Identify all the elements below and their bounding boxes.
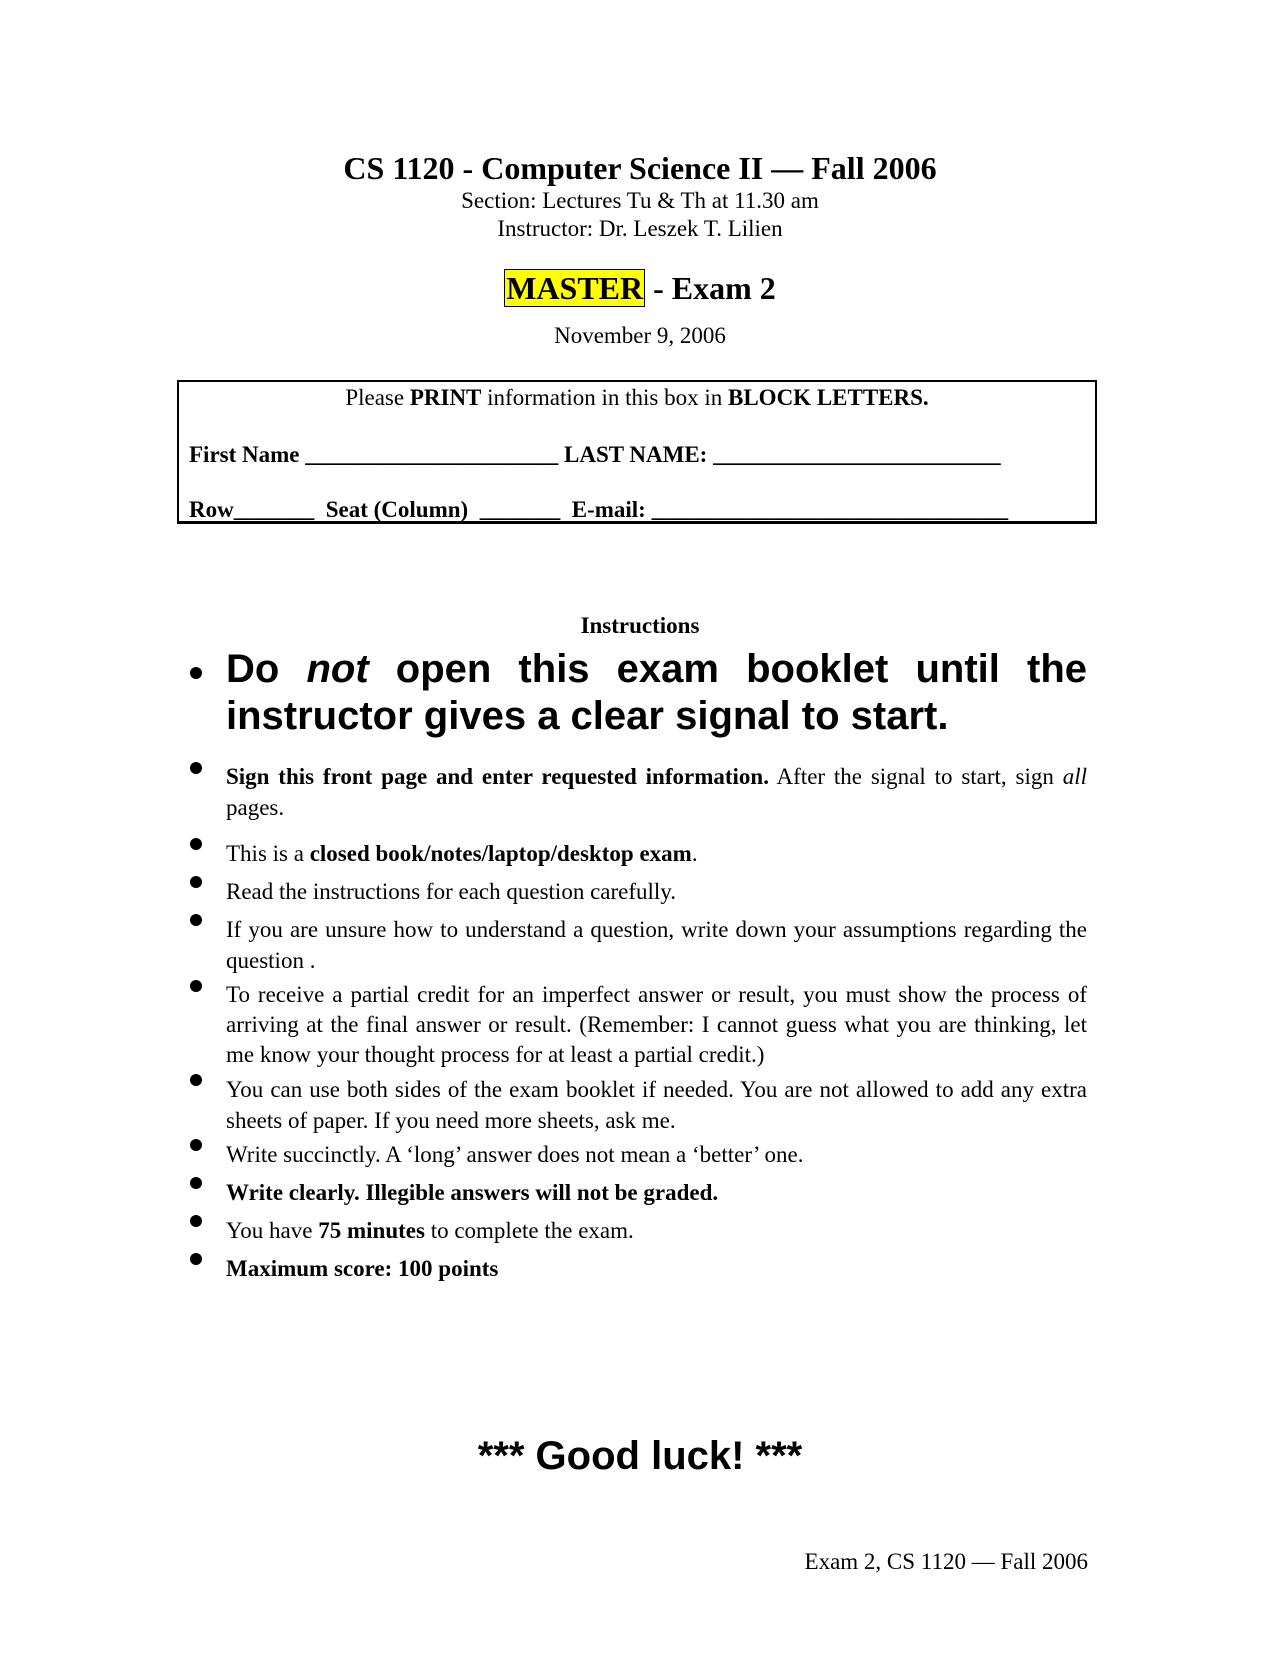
box-instruction-block-letters: BLOCK LETTERS. (728, 385, 929, 410)
text-run: . (691, 841, 698, 866)
name-row (189, 442, 1085, 468)
bullet-icon (190, 1253, 202, 1265)
bullet-icon (190, 876, 202, 888)
student-info-box (177, 380, 1097, 524)
bullet-icon (190, 1139, 202, 1151)
bullet-icon (190, 914, 202, 926)
good-luck-message: *** Good luck! *** (477, 1434, 803, 1478)
course-title: CS 1120 - Computer Science II — Fall 2006 (343, 150, 937, 186)
instructions-heading: Instructions (580, 613, 700, 638)
text-run: Do (226, 647, 307, 691)
item-text: If you are unsure how to understand a question, write down your assumptions regarding the question . (226, 917, 1087, 973)
bullet-icon (190, 1177, 202, 1189)
text-run: 75 minutes (318, 1218, 425, 1243)
item-text: You can use both sides of the exam booklet if needed. You are not allowed to add any extra sheets of paper. If you need more sheets, ask me. (226, 1077, 1087, 1133)
page-footer: Exam 2, CS 1120 — Fall 2006 (804, 1549, 1088, 1574)
text-run: After the signal to start, sign (768, 764, 1063, 789)
bullet-icon (190, 838, 202, 850)
last-name-field[interactable]: LAST NAME: _________________________ (558, 442, 1001, 467)
seat-field[interactable]: Seat (Column) _______ (314, 497, 561, 522)
box-instruction-text: information in this box in (481, 385, 728, 410)
text-run: You have (226, 1218, 319, 1243)
text-run: Sign this front page and enter requested information. (226, 764, 769, 789)
exam-title (0, 270, 1280, 307)
item-text: Read the instructions for each question carefully. (226, 879, 677, 904)
box-instruction-text: Please (345, 385, 410, 410)
bullet-icon (190, 980, 202, 992)
text-run: This is a (226, 841, 310, 866)
master-label: MASTER (506, 270, 644, 306)
bullet-icon (190, 1074, 202, 1086)
instructor-line: Instructor: Dr. Leszek T. Lilien (497, 216, 783, 241)
text-run: to complete the exam. (424, 1218, 634, 1243)
first-name-field[interactable]: First Name ______________________ (189, 442, 559, 467)
item-text (226, 1215, 1087, 1246)
text-run: closed book/notes/laptop/desktop exam (309, 841, 692, 866)
row-field[interactable]: Row_______ (189, 497, 315, 522)
text-run: all (1062, 764, 1087, 789)
item-text (226, 761, 1087, 823)
exam-label: - Exam 2 (645, 270, 776, 306)
text-run: open this exam booklet until the instructor gives a clear signal to start. (226, 647, 1087, 738)
text-run: pages. (226, 795, 285, 820)
bullet-icon (190, 1215, 202, 1227)
text-run: not (306, 647, 369, 691)
bullet-icon (190, 762, 202, 774)
item-text: To receive a partial credit for an imperfect answer or result, you must show the process of arriving at the final answer or result. (Remember: I cannot guess what you are thinking, let me know your thought process for at least a partial credit.) (226, 982, 1087, 1067)
item-text: Write clearly. Illegible answers will not be graded. (226, 1180, 719, 1205)
email-field[interactable]: E-mail: _______________________________ (560, 497, 1009, 522)
item-text (226, 838, 1087, 869)
box-instruction (179, 385, 1095, 411)
section-line: Section: Lectures Tu & Th at 11.30 am (461, 188, 819, 213)
seat-row (189, 497, 1085, 523)
item-text: Write succinctly. A ‘long’ answer does not mean a ‘better’ one. (226, 1142, 804, 1167)
item-text: Maximum score: 100 points (226, 1256, 499, 1281)
exam-date: November 9, 2006 (554, 323, 726, 348)
item-text (226, 646, 1087, 740)
box-instruction-print: PRINT (409, 385, 482, 410)
bullet-icon (190, 667, 202, 679)
